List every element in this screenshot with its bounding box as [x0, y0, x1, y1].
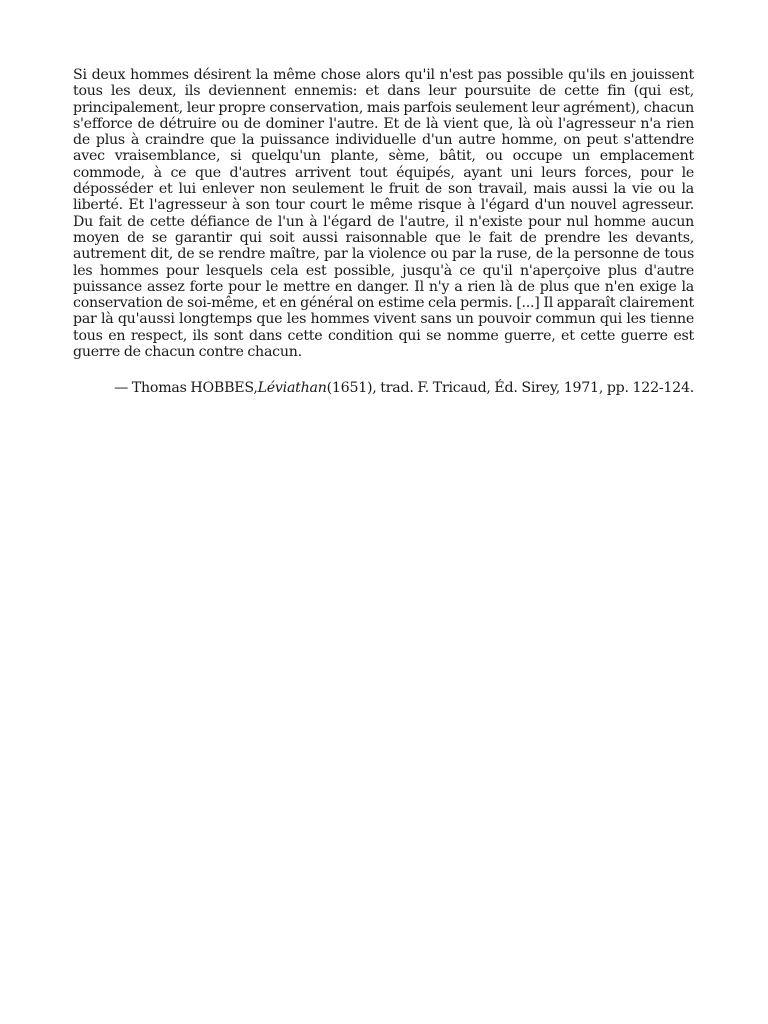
citation-line: [73, 380, 694, 396]
citation-work-title: Léviathan: [257, 380, 327, 397]
document-page: [73, 67, 694, 397]
citation-author: — Thomas HOBBES,: [114, 380, 258, 397]
citation-details: (1651), trad. F. Tricaud, Éd. Sirey, 1971, pp. 122-124.: [326, 380, 694, 397]
quote-passage: Si deux hommes désirent la même chose alors qu'il n'est pas possible qu'ils en jouissent tous les deux, ils deviennent ennemis: et dans leur poursuite de cette fin (qui est, principalement, leur propre conservation, mais parfois seulement leur agrément), chacun s'efforce de détruire ou de dominer l'autre. Et de là vient que, là où l'agresseur n'a rien de plus à craindre que la puissance individuelle d'un autre homme, on peut s'attendre avec vraisemblance, si quelqu'un plante, sème, bâtit, ou occupe un emplacement commode, à ce que d'autres arrivent tout équipés, ayant uni leurs forces, pour le déposséder et lui enlever non seulement le fruit de son travail, mais aussi la vie ou la liberté. Et l'agresseur à son tour court le même risque à l'égard d'un nouvel agresseur. Du fait de cette défiance de l'un à l'égard de l'autre, il n'existe pour nul homme aucun moyen de se garantir qui soit aussi raisonnable que le fait de prendre les devants, autrement dit, de se rendre maître, par la violence ou par la ruse, de la personne de tous les hommes pour lesquels cela est possible, jusqu'à ce qu'il n'aperçoive plus d'autre puissance assez forte pour le mettre en danger. Il n'y a rien là de plus que n'en exige la conservation de soi-même, et en général on estime cela permis. [...] Il apparaît clairement par là qu'aussi longtemps que les hommes vivent sans un pouvoir commun qui les tienne tous en respect, ils sont dans cette condition qui se nomme guerre, et cette guerre est guerre de chacun contre chacun.: [73, 67, 694, 361]
